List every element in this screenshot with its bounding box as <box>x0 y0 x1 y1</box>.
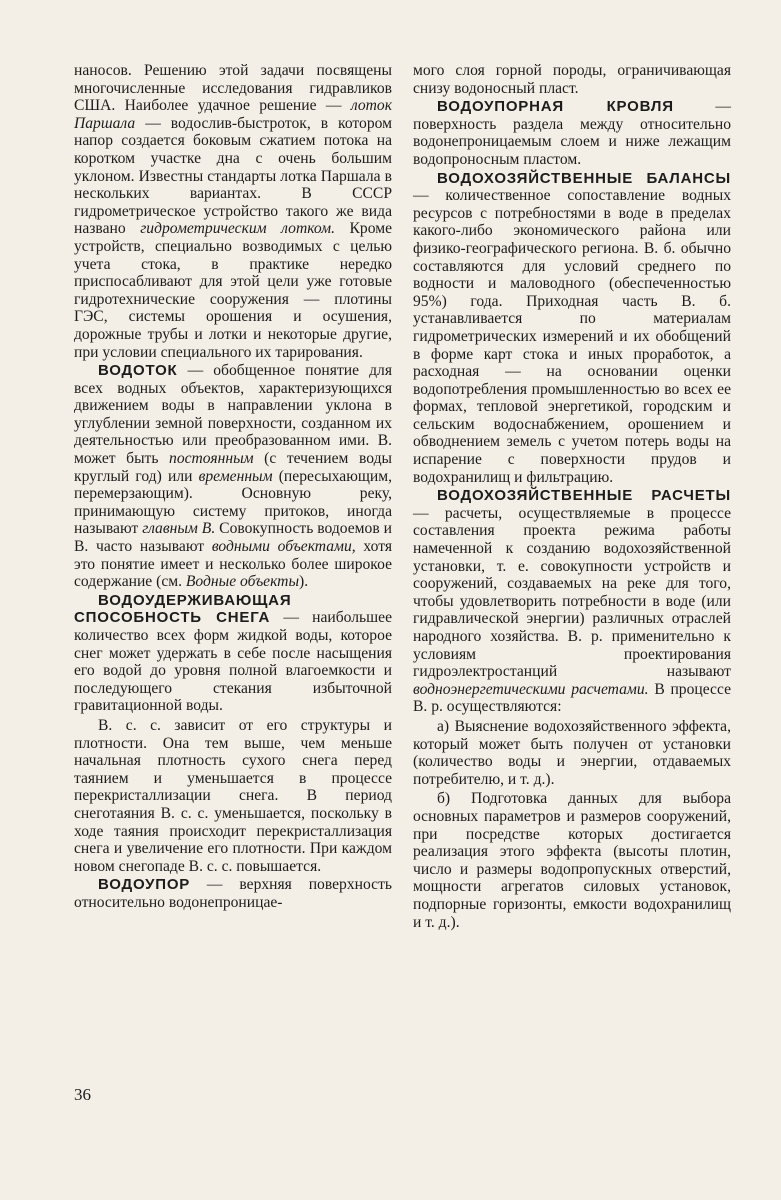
entry-headword: ВОДОХОЗЯЙСТВЕННЫЕ БАЛАНСЫ <box>437 169 731 187</box>
entry-vodokhozyaystvennye-balansy: ВОДОХОЗЯЙСТВЕННЫЕ БАЛАНСЫ — количественное сопоставление водных ресурсов с потребностями в воде в пределах какого-либо экономического района или физико-географического региона. В. б. обычно составляются для условий среднего по водности и маловодного (обеспеченностью 95%) года. Приходная часть В. б. устанавливается по материалам гидрометрических измерений и их обобщений в форме карт стока и иных проработок, а расходная — на основании оценки водопотребления промышленностью во всех ее формах, тепловой энергетикой, городским и сельским водоснабжением, орошением и обводнением земель с учетом потерь воды на испарение с поверхности прудов и водохранилищ и фильтрацию. <box>413 169 731 486</box>
entry-vodokhozyaystvennye-raschety: ВОДОХОЗЯЙСТВЕННЫЕ РАСЧЕТЫ — расчеты, осуществляемые в процессе составления проекта режима работы намеченной к созданию водохозяйственной установки, т. е. совокупности устройств и сооружений, создаваемых на реке для того, чтобы удовлетворить потребности в воде (или гидравлической энергии) различных отраслей народного хозяйства. В. р. применительно к условиям проектирования гидроэлектростанций называют водноэнергетическими расчетами. В процессе В. р. осуществляются: <box>413 487 732 716</box>
term-italic: лоток Паршала <box>74 97 392 132</box>
entry-continuation-text: наносов. Решению этой задачи посвящены многочисленные исследования гидравликов США. Наиболее удачное решение — лоток Паршала — водослив-быстроток, в котором напор создается боковым сжатием потока на коротком участке дна с очень большим уклоном. Известны стандарты лотка Паршала в нескольких вариантах. В СССР гидрометрическое устройство такого же вида названо гидрометрическим лотком. Кроме устройств, специально возводимых с целью учета стока, в практике нередко приспосабливают для этой цели уже готовые гидротехнические сооружения — плотины ГЭС, системы орошения и осушения, дорожные трубы и лотки и некоторые другие, при условии специального их тарирования. <box>74 62 393 361</box>
left-column <box>74 62 392 912</box>
term-italic: водноэнергетическими расчетами. <box>413 680 649 698</box>
entry-vodoupor: ВОДОУПОР — верхняя поверхность относительно водонепроницае- <box>74 876 392 911</box>
entry-headword: ВОДОУДЕРЖИВАЮЩАЯ СПОСОБНОСТЬ СНЕГА <box>74 591 292 627</box>
term-italic: водными объектами, <box>211 538 356 556</box>
right-column <box>413 62 731 931</box>
entry-headword: ВОДОХОЗЯЙСТВЕННЫЕ РАСЧЕТЫ <box>437 487 731 505</box>
list-item-b: б) Подготовка данных для выбора основных параметров и размеров сооружений, при посредстве которых достигается реализация этого эффекта (высоты плотин, число и размеры водопропускных отверстий, мощности агрегатов силовых установок, подпорные горизонты, емкости водохранилищ и т. д.). <box>413 790 731 931</box>
term-italic: Водные объекты <box>185 573 299 591</box>
entry-vodotok: ВОДОТОК — обобщенное понятие для всех водных объектов, характеризующихся движением воды в направлении уклона в углублении земной поверхности, созданном их деятельностью или преобразованном ими. В. может быть постоянным (с течением воды круглый год) или временным (пересыхающим, перемерзающим). Основную реку, принимающую систему притоков, иногда называют главным В. Совокупность водоемов и В. часто называют водными объектами, хотя это понятие имеет и несколько более широкое содержание (см. Водные объекты). <box>74 362 393 591</box>
entry-vodouderzhivayushchaya: ВОДОУДЕРЖИВАЮЩАЯ СПОСОБНОСТЬ СНЕГА — наибольшее количество всех форм жидкой воды, которое снег может удержать в себе после насыщения его водой до уровня полной влагоемкости и последующего стекания избыточной гравитационной воды. <box>74 591 392 715</box>
term-italic: главным В. <box>142 520 216 538</box>
entry-headword: ВОДОУПОРНАЯ КРОВЛЯ <box>437 98 674 116</box>
term-italic: гидрометрическим лотком. <box>140 220 335 238</box>
entry-headword: ВОДОУПОР <box>98 876 191 894</box>
entry-continuation-text: мого слоя горной породы, ограничивающая снизу водоносный пласт. <box>413 62 731 97</box>
term-italic: временным <box>198 467 273 485</box>
entry-vodoupornaya-krovlya: ВОДОУПОРНАЯ КРОВЛЯ — поверхность раздела между относительно водонепроницаемым слоем и ниже лежащим водопроносным пластом. <box>413 98 731 168</box>
entry-paragraph: В. с. с. зависит от его структуры и плотности. Она тем выше, чем меньше начальная плотность сухого снега перед таянием и уменьшается в процессе перекристаллизации снега. В период снеготаяния В. с. с. уменьшается, поскольку в ходе таяния происходит перекристаллизация снега и увеличение его плотности. При каждом новом снегопаде В. с. с. повышается. <box>74 716 392 875</box>
entry-headword: ВОДОТОК <box>98 362 178 380</box>
page-number: 36 <box>74 1085 91 1104</box>
term-italic: постоянным <box>169 450 254 468</box>
list-item-a: а) Выяснение водохозяйственного эффекта, который может быть получен от установки (количество воды и энергии, отдаваемых потребителю, и т. д.). <box>413 717 731 788</box>
